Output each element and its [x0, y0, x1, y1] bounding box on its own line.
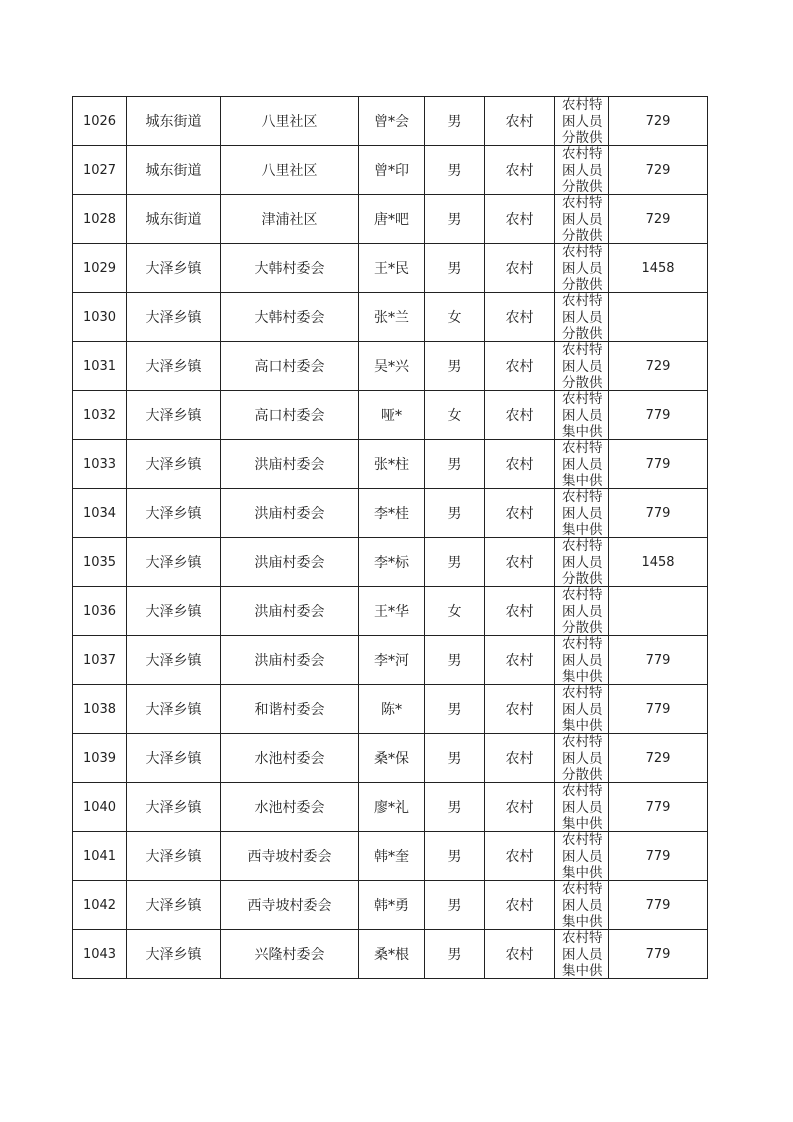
record-number-cell: 1030 [73, 293, 127, 342]
person-name-cell: 李*桂 [359, 489, 425, 538]
support-category-cell [555, 832, 609, 881]
person-name-cell: 桑*根 [359, 930, 425, 979]
township-cell: 城东街道 [127, 195, 221, 244]
area-type-cell: 农村 [485, 930, 555, 979]
record-number-cell: 1026 [73, 97, 127, 146]
area-type-cell: 农村 [485, 587, 555, 636]
person-name-cell: 曾*会 [359, 97, 425, 146]
support-category-text: 农村特困人员分散供 [562, 146, 603, 194]
gender-cell: 男 [425, 930, 485, 979]
amount-cell: 779 [609, 440, 708, 489]
village-cell: 洪庙村委会 [221, 489, 359, 538]
township-cell: 大泽乡镇 [127, 342, 221, 391]
table-row [73, 587, 708, 636]
amount-cell: 779 [609, 636, 708, 685]
area-type-cell: 农村 [485, 538, 555, 587]
support-category-text: 农村特困人员集中供 [562, 685, 603, 733]
township-cell: 大泽乡镇 [127, 685, 221, 734]
record-number-cell: 1043 [73, 930, 127, 979]
township-cell: 大泽乡镇 [127, 538, 221, 587]
support-category-cell [555, 97, 609, 146]
person-name-cell: 吴*兴 [359, 342, 425, 391]
gender-cell: 男 [425, 195, 485, 244]
support-category-text: 农村特困人员分散供 [562, 195, 603, 243]
amount-cell [609, 587, 708, 636]
amount-cell: 729 [609, 342, 708, 391]
village-cell: 高口村委会 [221, 342, 359, 391]
village-cell: 洪庙村委会 [221, 636, 359, 685]
area-type-cell: 农村 [485, 244, 555, 293]
gender-cell: 女 [425, 587, 485, 636]
person-name-cell: 陈* [359, 685, 425, 734]
area-type-cell: 农村 [485, 783, 555, 832]
amount-cell: 729 [609, 146, 708, 195]
gender-cell: 男 [425, 244, 485, 293]
support-category-cell [555, 195, 609, 244]
support-category-text: 农村特困人员分散供 [562, 244, 603, 292]
area-type-cell: 农村 [485, 734, 555, 783]
village-cell: 八里社区 [221, 146, 359, 195]
village-cell: 洪庙村委会 [221, 440, 359, 489]
township-cell: 大泽乡镇 [127, 783, 221, 832]
village-cell: 大韩村委会 [221, 293, 359, 342]
gender-cell: 男 [425, 146, 485, 195]
support-category-text: 农村特困人员分散供 [562, 97, 603, 145]
township-cell: 城东街道 [127, 97, 221, 146]
village-cell: 水池村委会 [221, 734, 359, 783]
area-type-cell: 农村 [485, 440, 555, 489]
support-category-cell [555, 685, 609, 734]
amount-cell: 779 [609, 685, 708, 734]
area-type-cell: 农村 [485, 832, 555, 881]
support-category-cell [555, 881, 609, 930]
table-row [73, 440, 708, 489]
table-row [73, 832, 708, 881]
amount-cell: 729 [609, 734, 708, 783]
gender-cell: 男 [425, 636, 485, 685]
record-number-cell: 1037 [73, 636, 127, 685]
village-cell: 津浦社区 [221, 195, 359, 244]
amount-cell: 1458 [609, 244, 708, 293]
support-category-cell [555, 587, 609, 636]
area-type-cell: 农村 [485, 391, 555, 440]
village-cell: 西寺坡村委会 [221, 832, 359, 881]
table-row [73, 195, 708, 244]
area-type-cell: 农村 [485, 97, 555, 146]
person-name-cell: 张*柱 [359, 440, 425, 489]
amount-cell: 779 [609, 391, 708, 440]
support-category-text: 农村特困人员集中供 [562, 930, 603, 978]
record-number-cell: 1042 [73, 881, 127, 930]
township-cell: 大泽乡镇 [127, 587, 221, 636]
amount-cell: 779 [609, 930, 708, 979]
support-category-text: 农村特困人员集中供 [562, 881, 603, 929]
township-cell: 大泽乡镇 [127, 440, 221, 489]
support-category-text: 农村特困人员集中供 [562, 440, 603, 488]
support-category-text: 农村特困人员集中供 [562, 783, 603, 831]
gender-cell: 男 [425, 440, 485, 489]
support-category-cell [555, 391, 609, 440]
support-category-text: 农村特困人员分散供 [562, 538, 603, 586]
area-type-cell: 农村 [485, 342, 555, 391]
gender-cell: 男 [425, 881, 485, 930]
amount-cell: 779 [609, 489, 708, 538]
support-category-cell [555, 244, 609, 293]
support-category-text: 农村特困人员集中供 [562, 832, 603, 880]
township-cell: 大泽乡镇 [127, 832, 221, 881]
village-cell: 高口村委会 [221, 391, 359, 440]
gender-cell: 女 [425, 391, 485, 440]
amount-cell: 1458 [609, 538, 708, 587]
record-number-cell: 1039 [73, 734, 127, 783]
village-cell: 洪庙村委会 [221, 587, 359, 636]
support-category-cell [555, 930, 609, 979]
area-type-cell: 农村 [485, 293, 555, 342]
person-name-cell: 哑* [359, 391, 425, 440]
person-name-cell: 曾*印 [359, 146, 425, 195]
record-number-cell: 1038 [73, 685, 127, 734]
table-row [73, 930, 708, 979]
person-name-cell: 廖*礼 [359, 783, 425, 832]
table-row [73, 734, 708, 783]
support-category-cell [555, 783, 609, 832]
support-category-text: 农村特困人员集中供 [562, 636, 603, 684]
table-body [73, 97, 708, 979]
table-row [73, 293, 708, 342]
township-cell: 大泽乡镇 [127, 489, 221, 538]
village-cell: 西寺坡村委会 [221, 881, 359, 930]
table-row [73, 146, 708, 195]
table-row [73, 244, 708, 293]
village-cell: 水池村委会 [221, 783, 359, 832]
record-number-cell: 1031 [73, 342, 127, 391]
table-row [73, 881, 708, 930]
record-number-cell: 1035 [73, 538, 127, 587]
area-type-cell: 农村 [485, 146, 555, 195]
amount-cell [609, 293, 708, 342]
amount-cell: 729 [609, 97, 708, 146]
record-number-cell: 1041 [73, 832, 127, 881]
record-number-cell: 1034 [73, 489, 127, 538]
record-number-cell: 1029 [73, 244, 127, 293]
person-name-cell: 李*河 [359, 636, 425, 685]
support-category-cell [555, 489, 609, 538]
table-row [73, 636, 708, 685]
records-table [72, 96, 708, 979]
table-row [73, 97, 708, 146]
record-number-cell: 1040 [73, 783, 127, 832]
record-number-cell: 1028 [73, 195, 127, 244]
gender-cell: 男 [425, 832, 485, 881]
record-number-cell: 1032 [73, 391, 127, 440]
table-row [73, 342, 708, 391]
support-category-cell [555, 440, 609, 489]
amount-cell: 779 [609, 832, 708, 881]
village-cell: 兴隆村委会 [221, 930, 359, 979]
person-name-cell: 唐*吧 [359, 195, 425, 244]
table-row [73, 685, 708, 734]
area-type-cell: 农村 [485, 881, 555, 930]
person-name-cell: 李*标 [359, 538, 425, 587]
gender-cell: 男 [425, 342, 485, 391]
village-cell: 八里社区 [221, 97, 359, 146]
gender-cell: 男 [425, 489, 485, 538]
support-category-text: 农村特困人员分散供 [562, 293, 603, 341]
record-number-cell: 1027 [73, 146, 127, 195]
support-category-cell [555, 538, 609, 587]
area-type-cell: 农村 [485, 685, 555, 734]
village-cell: 和谐村委会 [221, 685, 359, 734]
support-category-text: 农村特困人员分散供 [562, 734, 603, 782]
person-name-cell: 韩*勇 [359, 881, 425, 930]
gender-cell: 女 [425, 293, 485, 342]
area-type-cell: 农村 [485, 195, 555, 244]
table-row [73, 783, 708, 832]
record-number-cell: 1033 [73, 440, 127, 489]
amount-cell: 729 [609, 195, 708, 244]
amount-cell: 779 [609, 881, 708, 930]
village-cell: 大韩村委会 [221, 244, 359, 293]
amount-cell: 779 [609, 783, 708, 832]
table-row [73, 538, 708, 587]
support-category-text: 农村特困人员分散供 [562, 587, 603, 635]
gender-cell: 男 [425, 734, 485, 783]
person-name-cell: 王*民 [359, 244, 425, 293]
township-cell: 大泽乡镇 [127, 391, 221, 440]
person-name-cell: 张*兰 [359, 293, 425, 342]
township-cell: 大泽乡镇 [127, 881, 221, 930]
village-cell: 洪庙村委会 [221, 538, 359, 587]
person-name-cell: 韩*奎 [359, 832, 425, 881]
person-name-cell: 王*华 [359, 587, 425, 636]
township-cell: 大泽乡镇 [127, 244, 221, 293]
gender-cell: 男 [425, 685, 485, 734]
support-category-text: 农村特困人员集中供 [562, 489, 603, 537]
township-cell: 大泽乡镇 [127, 636, 221, 685]
gender-cell: 男 [425, 538, 485, 587]
township-cell: 大泽乡镇 [127, 293, 221, 342]
table-row [73, 391, 708, 440]
township-cell: 城东街道 [127, 146, 221, 195]
record-number-cell: 1036 [73, 587, 127, 636]
area-type-cell: 农村 [485, 489, 555, 538]
support-category-cell [555, 293, 609, 342]
support-category-cell [555, 342, 609, 391]
township-cell: 大泽乡镇 [127, 734, 221, 783]
table-row [73, 489, 708, 538]
support-category-text: 农村特困人员集中供 [562, 391, 603, 439]
township-cell: 大泽乡镇 [127, 930, 221, 979]
area-type-cell: 农村 [485, 636, 555, 685]
gender-cell: 男 [425, 783, 485, 832]
support-category-cell [555, 146, 609, 195]
support-category-cell [555, 636, 609, 685]
support-category-text: 农村特困人员分散供 [562, 342, 603, 390]
support-category-cell [555, 734, 609, 783]
gender-cell: 男 [425, 97, 485, 146]
person-name-cell: 桑*保 [359, 734, 425, 783]
